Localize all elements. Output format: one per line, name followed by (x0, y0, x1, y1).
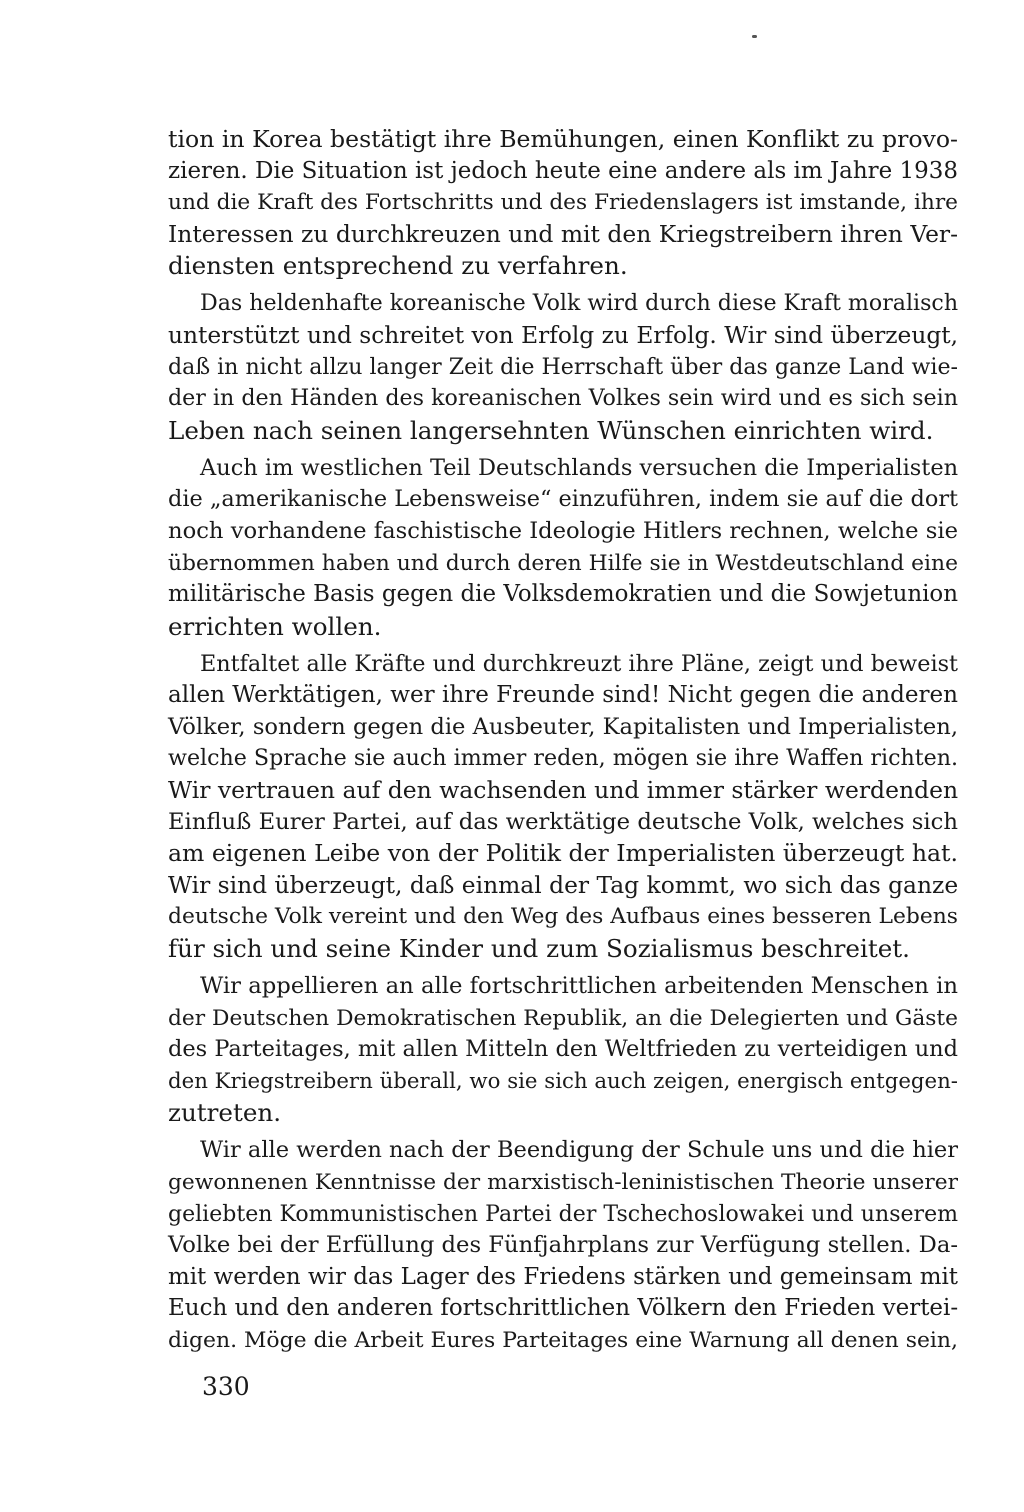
text-line: der in den Händen des koreanischen Volkes sein wird und es sich sein (168, 385, 958, 412)
text-line: für sich und seine Kinder und zum Sozialismus beschreitet. (168, 934, 910, 964)
page-body (168, 124, 958, 1363)
text-line: Völker, sondern gegen die Ausbeuter, Kapitalisten und Imperialisten, (168, 713, 958, 740)
text-line: Das heldenhafte koreanische Volk wird durch diese Kraft moralisch (200, 290, 959, 317)
text-line: noch vorhandene faschistische Ideologie Hitlers rechnen, welche sie (168, 517, 958, 544)
paragraph (168, 649, 958, 965)
text-line: Interessen zu durchkreuzen und mit den Kriegstreibern ihren Ver- (168, 219, 959, 248)
text-line: Wir vertrauen auf den wachsenden und immer stärker werdenden (168, 776, 959, 805)
text-line: zutreten. (168, 1098, 282, 1128)
page-number: 330 (202, 1372, 250, 1401)
text-line: Volke bei der Erfüllung des Fünfjahrplans zur Verfügung stellen. Da- (168, 1232, 959, 1259)
scan-speck (752, 35, 757, 38)
text-line: welche Sprache sie auch immer reden, mögen sie ihre Waffen richten. (168, 745, 958, 772)
text-line: deutsche Volk vereint und den Weg des Aufbaus eines besseren Lebens (168, 904, 958, 930)
text-line: errichten wollen. (168, 611, 382, 641)
text-line: den Kriegstreibern überall, wo sie sich auch zeigen, energisch entgegen- (168, 1068, 958, 1094)
text-line: Auch im westlichen Teil Deutschlands versuchen die Imperialisten (200, 454, 959, 481)
text-line: geliebten Kommunistischen Partei der Tschechoslowakei und unserem (168, 1201, 958, 1227)
text-line: Entfaltet alle Kräfte und durchkreuzt ihre Pläne, zeigt und beweist (200, 650, 958, 677)
text-line: Einfluß Eurer Partei, auf das werktätige deutsche Volk, welches sich (168, 808, 958, 835)
paragraph (168, 453, 958, 643)
paragraph (168, 288, 958, 446)
text-line: des Parteitages, mit allen Mitteln den Weltfrieden zu verteidigen und (168, 1036, 958, 1063)
text-line: Wir alle werden nach der Beendigung der Schule uns und die hier (200, 1137, 958, 1164)
paragraph (168, 124, 958, 282)
text-line: allen Werktätigen, wer ihre Freunde sind! Nicht gegen die anderen (168, 682, 958, 709)
text-line: daß in nicht allzu langer Zeit die Herrschaft über das ganze Land wie- (168, 353, 958, 380)
text-line: digen. Möge die Arbeit Eures Parteitages eine Warnung all denen sein, (168, 1327, 958, 1353)
text-line: tion in Korea bestätigt ihre Bemühungen, einen Konflikt zu provo- (168, 125, 958, 153)
text-line: Euch und den anderen fortschrittlichen Völkern den Frieden vertei- (168, 1295, 959, 1322)
text-line: übernommen haben und durch deren Hilfe sie in Westdeutschland eine (168, 550, 958, 576)
text-line: Wir appellieren an alle fortschrittlichen arbeitenden Menschen in (200, 973, 958, 999)
text-line: militärische Basis gegen die Volksdemokratien und die Sowjetunion (168, 581, 958, 608)
text-line: mit werden wir das Lager des Friedens stärken und gemeinsam mit (168, 1263, 958, 1290)
text-line: und die Kraft des Fortschritts und des Friedenslagers ist imstande, ihre (168, 190, 958, 216)
text-line: die „amerikanische Lebensweise“ einzuführen, indem sie auf die dort (168, 486, 958, 513)
text-line: unterstützt und schreitet von Erfolg zu Erfolg. Wir sind überzeugt, (168, 321, 958, 349)
text-line: gewonnenen Kenntnisse der marxistisch-leninistischen Theorie unserer (168, 1169, 958, 1195)
text-line: Leben nach seinen langersehnten Wünschen einrichten wird. (168, 415, 934, 445)
text-line: Wir sind überzeugt, daß einmal der Tag kommt, wo sich das ganze (168, 870, 959, 899)
text-line: am eigenen Leibe von der Politik der Imperialisten überzeugt hat. (168, 839, 958, 868)
text-line: zieren. Die Situation ist jedoch heute eine andere als im Jahre 1938 (168, 157, 958, 184)
text-line: diensten entsprechend zu verfahren. (168, 251, 628, 281)
paragraph (168, 971, 958, 1129)
text-line: der Deutschen Demokratischen Republik, an die Delegierten und Gäste (168, 1005, 958, 1031)
paragraph (168, 1135, 958, 1356)
